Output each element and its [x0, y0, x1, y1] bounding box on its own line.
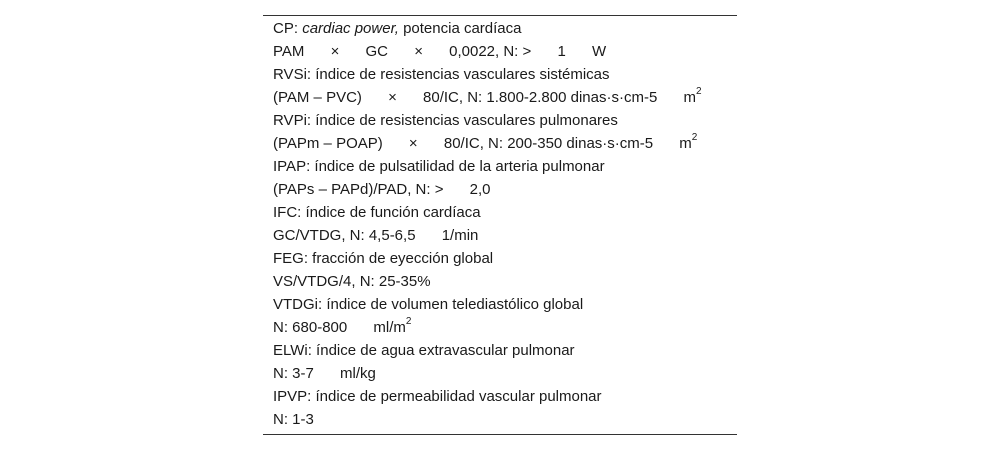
rvsi-definition: RVSi: índice de resistencias vasculares sistémicas [273, 66, 610, 83]
cp-formula-value: 1 [557, 43, 566, 60]
vtdgi-formula-unit: $ml/m^2$ [373, 316, 412, 336]
row-ipap [263, 155, 737, 178]
elwi-formula-unit: ml/kg [340, 365, 376, 382]
cp-formula-gc: GC [365, 43, 389, 60]
rvpi-formula-unit: $m^2$ [679, 132, 698, 152]
ifc-formula-unit: 1/min [441, 227, 479, 244]
row-feg-formula [263, 270, 737, 293]
row-rvpi-formula [263, 132, 737, 155]
row-feg [263, 247, 737, 270]
ifc-definition: IFC: índice de función cardíaca [273, 204, 481, 221]
vtdgi-formula-range: N: 680-800 [273, 319, 348, 336]
row-elwi [263, 339, 737, 362]
rvpi-definition: RVPi: índice de resistencias vasculares pulmonares [273, 112, 618, 129]
abbreviations-table [263, 15, 737, 435]
row-rvsi-formula [263, 86, 737, 109]
multiply-symbol: × [388, 89, 397, 106]
row-vtdgi [263, 293, 737, 316]
row-elwi-formula [263, 362, 737, 385]
cp-formula-unit: W [591, 43, 607, 60]
rvsi-formula-numerator: (PAM – PVC) [273, 89, 362, 106]
row-cp-formula [263, 40, 737, 63]
cp-formula-constant: 0,0022, N: > [449, 43, 532, 60]
multiply-symbol: × [408, 135, 418, 152]
row-rvpi [263, 109, 737, 132]
vtdgi-definition: VTDGi: índice de volumen telediastólico global [273, 296, 584, 313]
rvsi-formula-range: 80/IC, N: 1.800-2.800 dinas·s·cm-5 [423, 89, 658, 106]
multiply-symbol: × [414, 43, 423, 60]
row-rvsi [263, 63, 737, 86]
elwi-definition: ELWi: índice de agua extravascular pulmonar [273, 342, 575, 359]
rvpi-formula-numerator: (PAPm – POAP) [273, 135, 383, 152]
multiply-symbol: × [330, 43, 340, 60]
row-ifc-formula [263, 224, 737, 247]
ipap-definition: IPAP: índice de pulsatilidad de la arteria pulmonar [273, 158, 605, 175]
row-cp [263, 17, 737, 40]
cp-english-term: cardiac power, [302, 20, 399, 37]
ipvp-definition: IPVP: índice de permeabilidad vascular pulmonar [273, 388, 602, 405]
row-ipap-formula [263, 178, 737, 201]
feg-definition: FEG: fracción de eyección global [273, 250, 494, 267]
row-ipvp-formula [263, 408, 737, 431]
cp-abbr: CP: [273, 20, 299, 37]
cp-formula-pam: PAM [273, 43, 305, 60]
rvsi-formula-unit: $m^2$ [683, 86, 702, 106]
ipap-formula-expression: (PAPs – PAPd)/PAD, N: > [273, 181, 444, 198]
row-vtdgi-formula [263, 316, 737, 339]
row-ifc [263, 201, 737, 224]
row-ipvp [263, 385, 737, 408]
rvpi-formula-range: 80/IC, N: 200-350 dinas·s·cm-5 [443, 135, 654, 152]
elwi-formula-range: N: 3-7 [273, 365, 314, 382]
feg-formula-expression: VS/VTDG/4, N: 25-35% [273, 273, 431, 290]
ifc-formula-expression: GC/VTDG, N: 4,5-6,5 [273, 227, 416, 244]
ipap-formula-value: 2,0 [469, 181, 491, 198]
ipvp-formula-range: N: 1-3 [273, 411, 314, 428]
cp-spanish-term: potencia cardíaca [403, 20, 522, 37]
